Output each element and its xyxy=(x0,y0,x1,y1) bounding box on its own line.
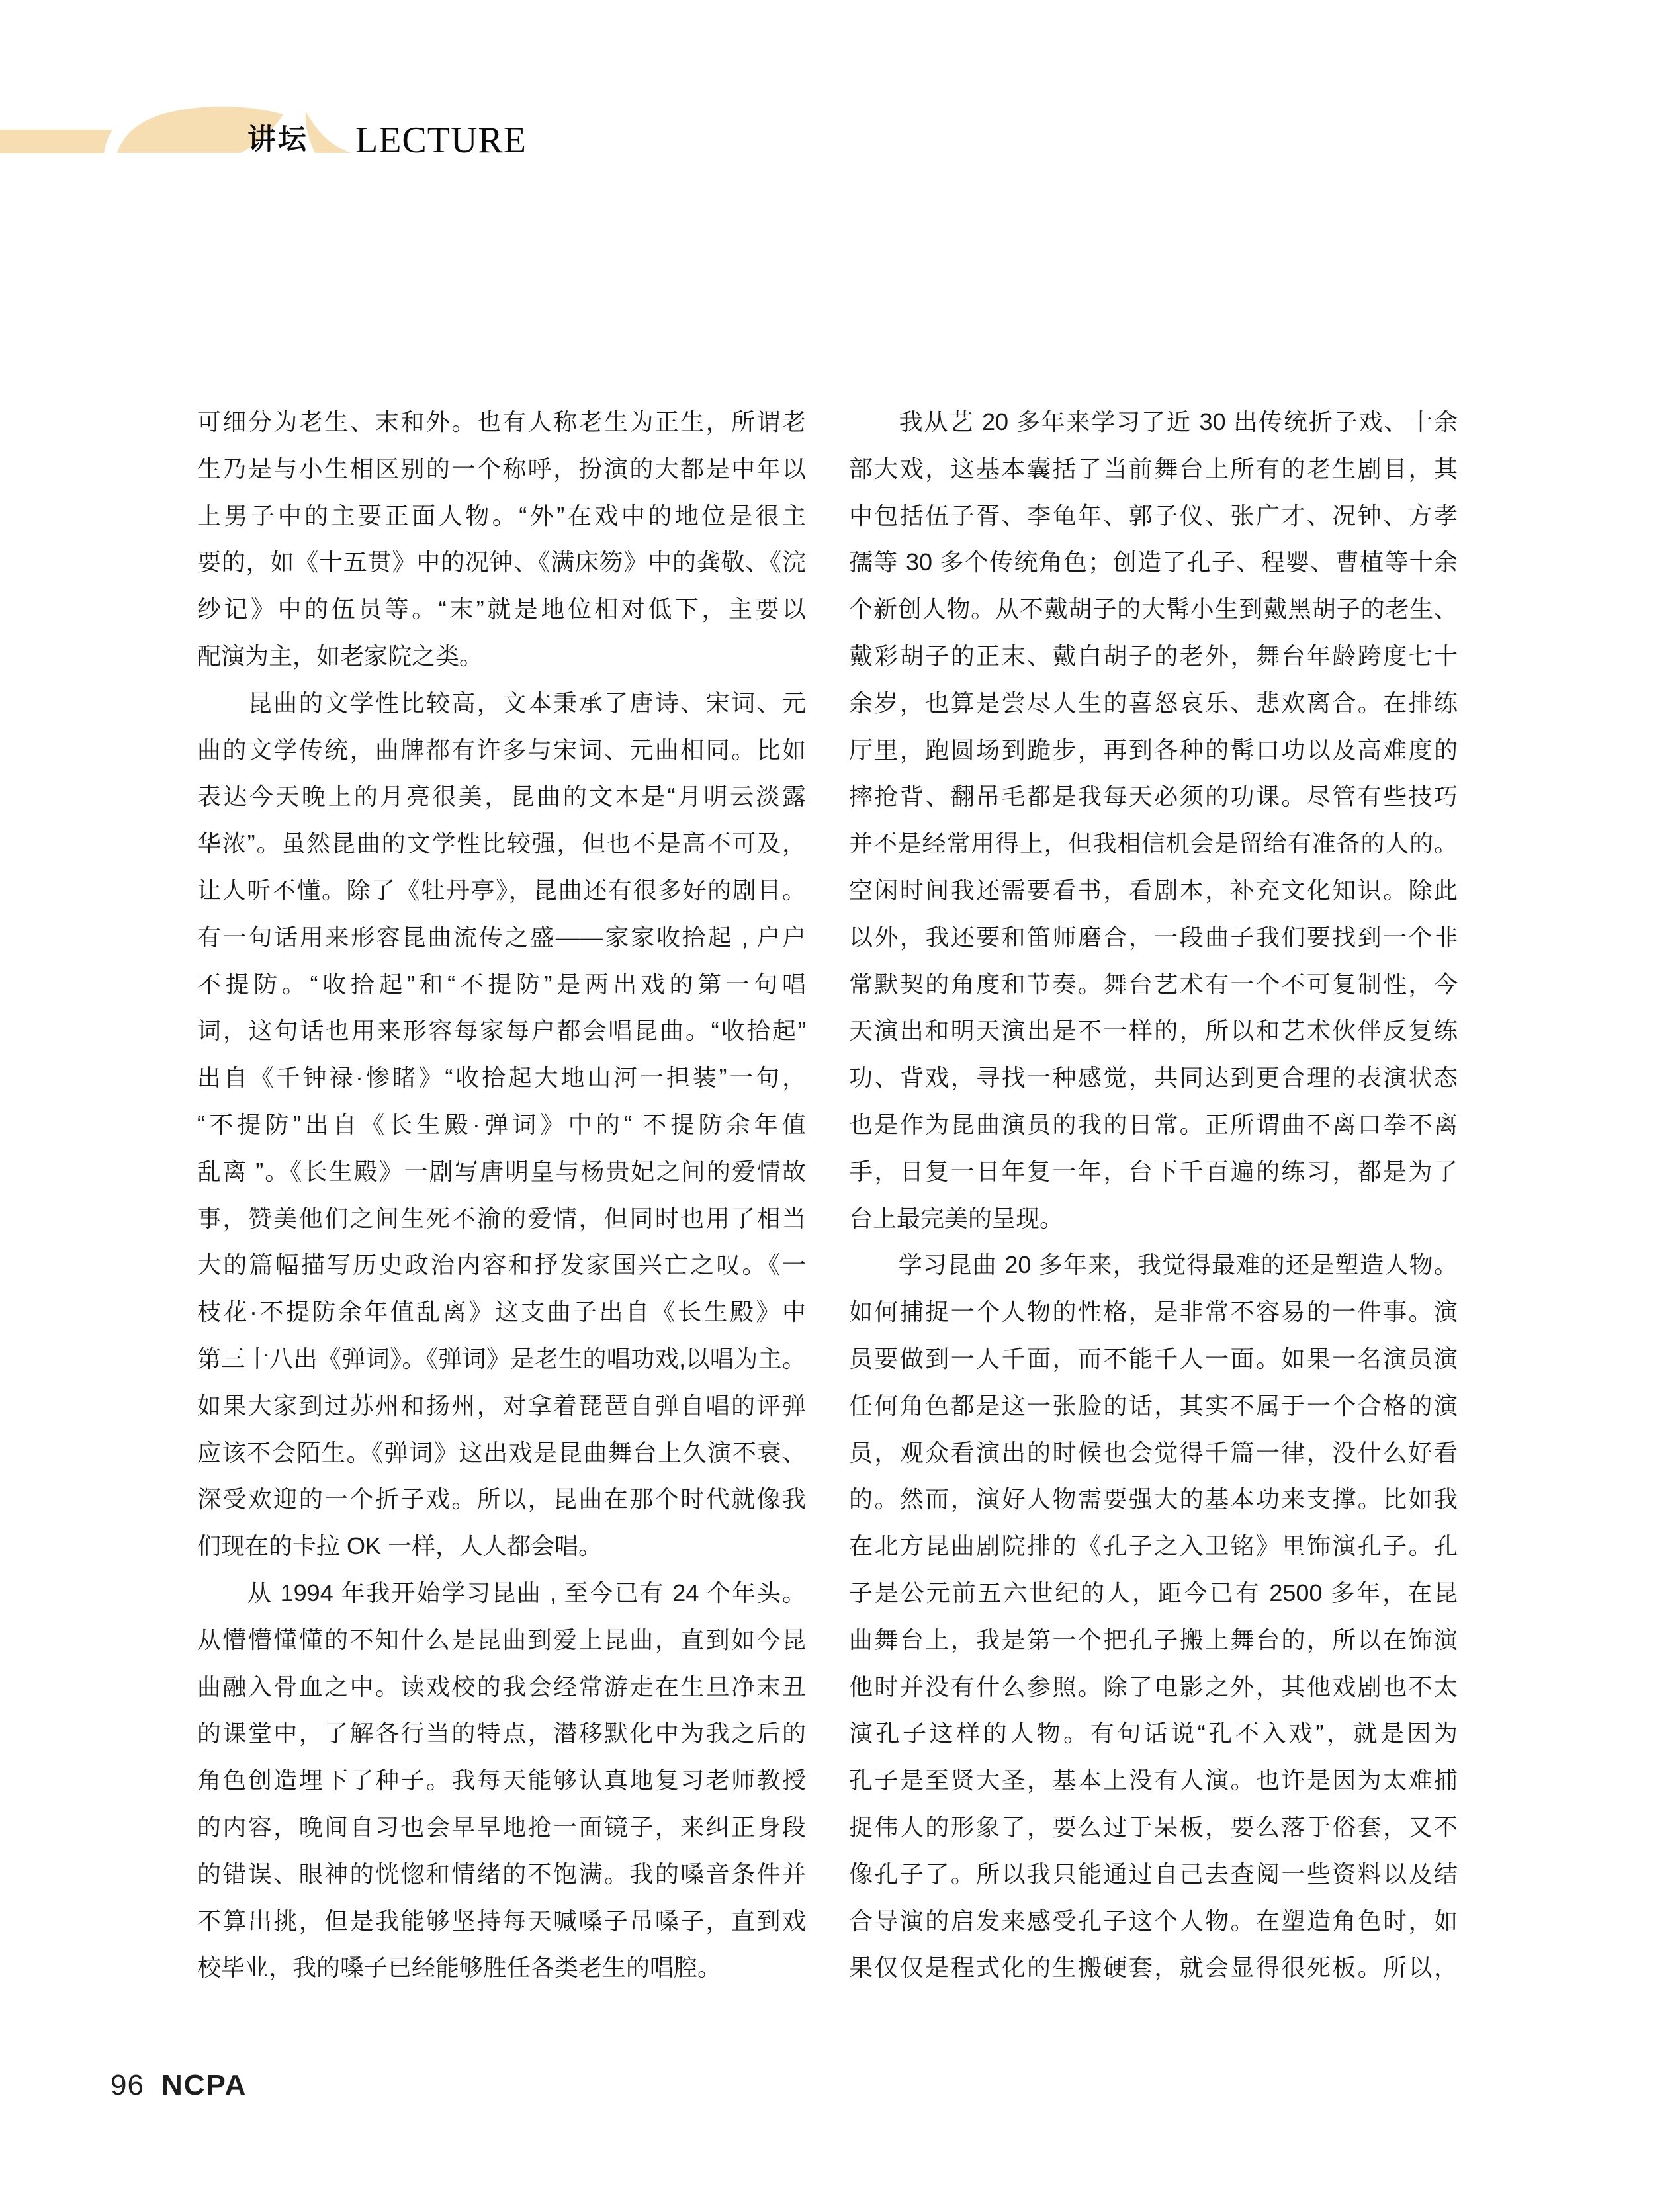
text-line: 大的篇幅描写历史政治内容和抒发家国兴亡之叹。《一 xyxy=(197,1251,806,1279)
text-line: 手，日复一日年复一年，台下千百遍的练习，都是为了 xyxy=(849,1157,1458,1185)
text-line: 枝花·不提防余年值乱离》这支曲子出自《长生殿》中 xyxy=(197,1298,806,1326)
text-line: 的。然而，演好人物需要强大的基本功来支撑。比如我 xyxy=(849,1485,1458,1513)
text-line: “不提防”出自《长生殿·弹词》中的“ 不提防余年值 xyxy=(197,1110,806,1138)
article-column-right xyxy=(849,399,1458,1991)
text-line: 不算出挑，但是我能够坚持每天喊嗓子吊嗓子，直到戏 xyxy=(197,1907,806,1935)
text-line: 他时并没有什么参照。除了电影之外，其他戏剧也不太 xyxy=(849,1673,1458,1700)
text-line: 上男子中的主要正面人物。“外”在戏中的地位是很主 xyxy=(197,502,806,529)
text-line: 的错误、眼神的恍惚和情绪的不饱满。我的嗓音条件并 xyxy=(197,1860,806,1888)
text-line: 角色创造埋下了种子。我每天能够认真地复习老师教授 xyxy=(197,1767,806,1794)
text-line: 子是公元前五六世纪的人，距今已有 2500 多年，在昆 xyxy=(849,1579,1458,1606)
text-line: 曲舞台上，我是第一个把孔子搬上舞台的，所以在饰演 xyxy=(849,1626,1458,1653)
text-line: 空闲时间我还需要看书，看剧本，补充文化知识。除此 xyxy=(849,876,1458,904)
text-line: 摔抢背、翻吊毛都是我每天必须的功课。尽管有些技巧 xyxy=(849,783,1458,810)
page-footer xyxy=(111,2070,247,2101)
text-line: 华浓”。虽然昆曲的文学性比较强，但也不是高不可及， xyxy=(197,830,806,857)
text-line: 戴彩胡子的正末、戴白胡子的老外，舞台年龄跨度七十 xyxy=(849,642,1458,670)
text-line: 个新创人物。从不戴胡子的大髯小生到戴黑胡子的老生、 xyxy=(849,595,1458,623)
text-line: 功、背戏，寻找一种感觉，共同达到更合理的表演状态 xyxy=(849,1064,1458,1092)
text-line: 要的，如《十五贯》中的况钟、《满床笏》中的龚敬、《浣 xyxy=(197,548,806,576)
text-line: 从 1994 年我开始学习昆曲 , 至今已有 24 个年头。 xyxy=(197,1579,806,1606)
text-line: 生乃是与小生相区别的一个称呼，扮演的大都是中年以 xyxy=(197,455,806,482)
text-line: 果仅仅是程式化的生搬硬套，就会显得很死板。所以， xyxy=(849,1954,1458,1982)
text-line: 员，观众看演出的时候也会觉得千篇一律，没什么好看 xyxy=(849,1438,1458,1466)
text-line: 校毕业，我的嗓子已经能够胜任各类老生的唱腔。 xyxy=(197,1954,722,1982)
text-line: 词，这句话也用来形容每家每户都会唱昆曲。“收拾起” xyxy=(197,1017,806,1045)
text-line: 的课堂中，了解各行当的特点，潜移默化中为我之后的 xyxy=(197,1720,806,1747)
text-line: 如何捕捉一个人物的性格，是非常不容易的一件事。演 xyxy=(849,1298,1458,1326)
text-line: 捉伟人的形象了，要么过于呆板，要么落于俗套，又不 xyxy=(849,1813,1458,1841)
text-line: 出自《千钟禄·惨睹》“收拾起大地山河一担装”一句， xyxy=(197,1064,806,1092)
text-line: 部大戏，这基本囊括了当前舞台上所有的老生剧目，其 xyxy=(849,455,1458,482)
text-line: 以外，我还要和笛师磨合，一段曲子我们要找到一个非 xyxy=(849,923,1458,951)
header-bar-shape xyxy=(0,130,112,153)
text-line: 第三十八出《弹词》。《弹词》是老生的唱功戏,以唱为主。 xyxy=(197,1344,806,1372)
page-number: 96 xyxy=(111,2069,144,2101)
text-line: 有一句话用来形容昆曲流传之盛——家家收拾起 , 户户 xyxy=(197,923,806,951)
text-line: 厅里，跑圆场到跪步，再到各种的髯口功以及高难度的 xyxy=(849,736,1458,764)
text-line: 任何角色都是这一张脸的话，其实不属于一个合格的演 xyxy=(849,1391,1458,1419)
text-line: 配演为主，如老家院之类。 xyxy=(197,642,484,670)
text-line: 演孔子这样的人物。有句话说“孔不入戏”，就是因为 xyxy=(849,1720,1458,1747)
text-line: 让人听不懂。除了《牡丹亭》，昆曲还有很多好的剧目。 xyxy=(197,876,806,904)
text-line: 也是作为昆曲演员的我的日常。正所谓曲不离口拳不离 xyxy=(849,1110,1458,1138)
article-column-left xyxy=(197,399,806,1991)
text-line: 员要做到一人千面，而不能千人一面。如果一名演员演 xyxy=(849,1344,1458,1372)
text-line: 深受欢迎的一个折子戏。所以，昆曲在那个时代就像我 xyxy=(197,1485,806,1513)
text-line: 纱记》中的伍员等。“末”就是地位相对低下，主要以 xyxy=(197,595,806,623)
text-line: 常默契的角度和节奏。舞台艺术有一个不可复制性，今 xyxy=(849,970,1458,998)
section-title-cn: 讲坛 xyxy=(247,124,308,155)
text-line: 余岁，也算是尝尽人生的喜怒哀乐、悲欢离合。在排练 xyxy=(849,689,1458,717)
text-line: 并不是经常用得上，但我相信机会是留给有准备的人的。 xyxy=(849,830,1458,857)
text-line: 我从艺 20 多年来学习了近 30 出传统折子戏、十余 xyxy=(849,408,1458,435)
text-line: 从懵懵懂懂的不知什么是昆曲到爱上昆曲，直到如今昆 xyxy=(197,1626,806,1653)
text-line: 孔子是至贤大圣，基本上没有人演。也许是因为太难捕 xyxy=(849,1767,1458,1794)
text-line: 表达今天晚上的月亮很美，昆曲的文本是“月明云淡露 xyxy=(197,783,806,810)
text-line: 的内容，晚间自习也会早早地抢一面镜子，来纠正身段 xyxy=(197,1813,806,1841)
text-line: 曲融入骨血之中。读戏校的我会经常游走在生旦净末丑 xyxy=(197,1673,806,1700)
text-line: 不提防。“收拾起”和“不提防”是两出戏的第一句唱 xyxy=(197,970,806,998)
text-line: 天演出和明天演出是不一样的，所以和艺术伙伴反复练 xyxy=(849,1017,1458,1045)
text-line: 乱离 ”。《长生殿》一剧写唐明皇与杨贵妃之间的爱情故 xyxy=(197,1157,806,1185)
text-line: 事，赞美他们之间生死不渝的爱情，但同时也用了相当 xyxy=(197,1204,806,1232)
brand-ncpa: NCPA xyxy=(161,2069,247,2101)
text-line: 在北方昆曲剧院排的《孔子之入卫铭》里饰演孔子。孔 xyxy=(849,1532,1458,1560)
text-line: 可细分为老生、末和外。也有人称老生为正生，所谓老 xyxy=(197,408,806,435)
text-line: 应该不会陌生。《弹词》这出戏是昆曲舞台上久演不衰、 xyxy=(197,1438,806,1466)
text-line: 昆曲的文学性比较高，文本秉承了唐诗、宋词、元 xyxy=(197,689,806,717)
text-line: 如果大家到过苏州和扬州，对拿着琵琶自弹自唱的评弹 xyxy=(197,1391,806,1419)
section-title-en: LECTURE xyxy=(355,120,527,161)
text-line: 合导演的启发来感受孔子这个人物。在塑造角色时，如 xyxy=(849,1907,1458,1935)
text-line: 曲的文学传统，曲牌都有许多与宋词、元曲相同。比如 xyxy=(197,736,806,764)
text-line: 中包括伍子胥、李龟年、郭子仪、张广才、况钟、方孝 xyxy=(849,502,1458,529)
text-line: 孺等 30 多个传统角色；创造了孔子、程婴、曹植等十余 xyxy=(849,548,1458,576)
text-line: 学习昆曲 20 多年来，我觉得最难的还是塑造人物。 xyxy=(849,1251,1458,1279)
text-line: 像孔子了。所以我只能通过自己去查阅一些资料以及结 xyxy=(849,1860,1458,1888)
text-line: 们现在的卡拉 OK 一样，人人都会唱。 xyxy=(197,1532,603,1560)
header-wave-tail-shape xyxy=(306,111,351,153)
text-line: 台上最完美的呈现。 xyxy=(849,1204,1064,1232)
